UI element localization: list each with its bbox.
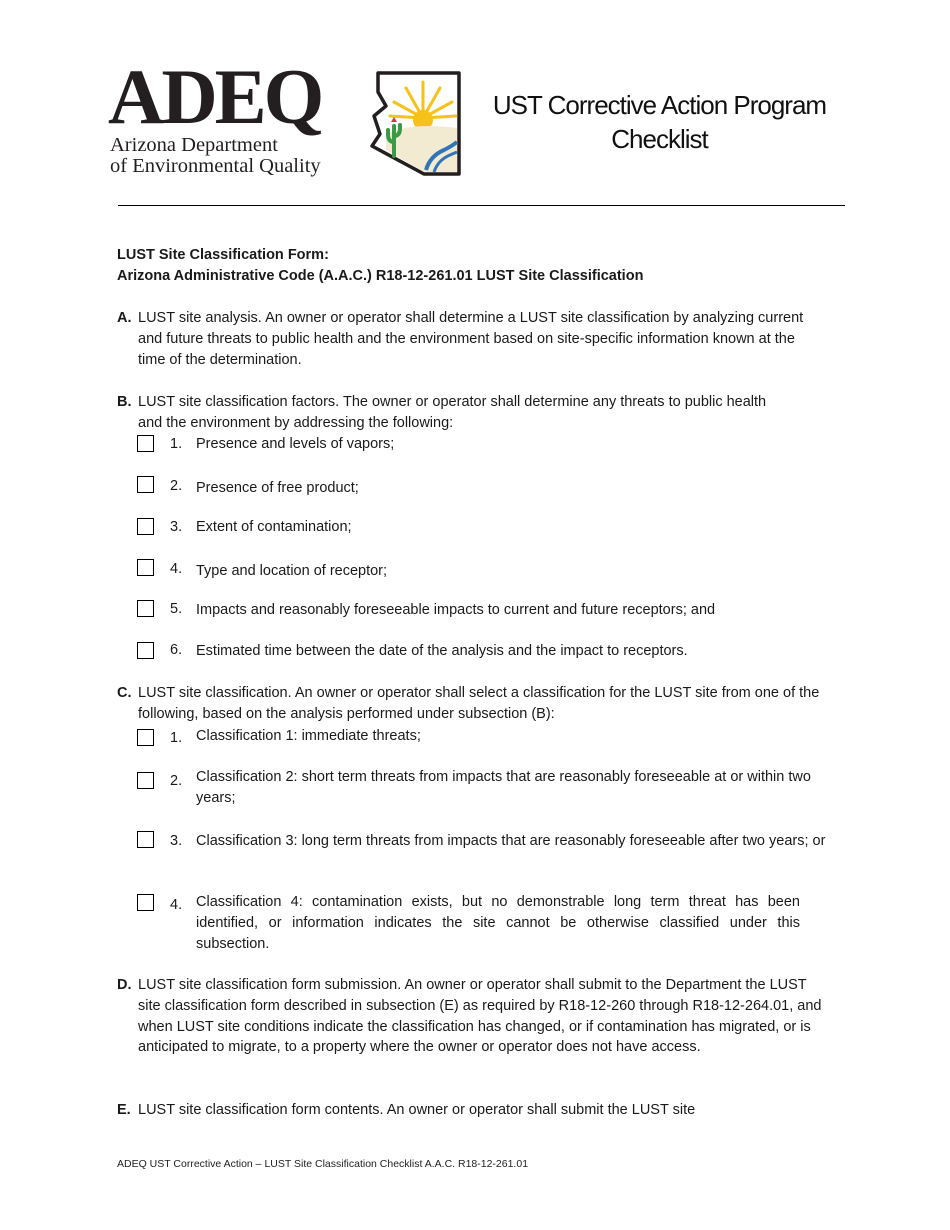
section-letter: A. <box>117 310 132 326</box>
checkbox[interactable] <box>137 600 154 617</box>
section-letter: E. <box>117 1102 131 1118</box>
item-text: Presence and levels of vapors; <box>196 436 395 452</box>
form-heading-line-2: Arizona Administrative Code (A.A.C.) R18-12-261.01 LUST Site Classification <box>117 268 644 284</box>
checkbox[interactable] <box>137 894 154 911</box>
item-number: 3. <box>170 519 183 535</box>
page-footer: ADEQ UST Corrective Action – LUST Site Classification Checklist A.A.C. R18-12-261.01 <box>117 1158 529 1170</box>
item-text: Classification 1: immediate threats; <box>196 728 421 744</box>
section-b <box>117 392 777 434</box>
section-letter: B. <box>117 394 132 410</box>
adeq-logo <box>108 53 463 180</box>
item-number: 6. <box>170 642 183 658</box>
logo-abbreviation: ADEQ <box>108 53 322 140</box>
form-heading-line-1: LUST Site Classification Form: <box>117 247 329 263</box>
item-text: Impacts and reasonably foreseeable impacts to current and future receptors; and <box>196 602 716 618</box>
item-number: 1. <box>170 436 183 452</box>
logo-line-2: of Environmental Quality <box>110 155 321 177</box>
section-letter: D. <box>117 977 132 993</box>
section-text: LUST site classification form contents. An owner or operator shall submit the LUST site <box>138 1102 696 1118</box>
item-text: Classification 4: contamination exists, but no demonstrable long term threat has been identified, or information indicates the site cannot be otherwise classified under this subsection. <box>196 894 800 952</box>
section-c <box>117 683 823 725</box>
checkbox[interactable] <box>137 642 154 659</box>
checkbox[interactable] <box>137 831 154 848</box>
section-a <box>117 308 819 370</box>
item-text: Classification 2: short term threats from impacts that are reasonably foreseeable at or within two years; <box>196 769 811 806</box>
item-text: Classification 3: long term threats from impacts that are reasonably foreseeable after two years; or <box>196 833 826 849</box>
item-number: 2. <box>170 773 183 789</box>
checkbox[interactable] <box>137 559 154 576</box>
document-title <box>462 88 857 156</box>
header-divider <box>118 205 845 206</box>
checkbox[interactable] <box>137 435 154 452</box>
item-number: 4. <box>170 897 183 913</box>
checkbox[interactable] <box>137 729 154 746</box>
section-text: LUST site classification form submission. An owner or operator shall submit to the Department the LUST site classification form described in subsection (E) as required by R18-12-260 through R18-12-264.01, and when LUST site conditions indicate the classification has changed, or if contamination has migrated, or is anticipated to migrate, to a property where the owner or operator does not have access. <box>138 977 822 1056</box>
item-number: 5. <box>170 601 183 617</box>
section-text: LUST site classification. An owner or operator shall select a classification for the LUST site from one of the following, based on the analysis performed under subsection (B): <box>138 685 820 722</box>
section-d <box>117 975 823 1058</box>
item-text: Extent of contamination; <box>196 519 352 535</box>
item-text: Estimated time between the date of the analysis and the impact to receptors. <box>196 643 688 659</box>
title-line-1: UST Corrective Action Program <box>492 90 827 120</box>
section-e <box>117 1100 823 1121</box>
item-number: 3. <box>170 833 183 849</box>
section-text: LUST site analysis. An owner or operator shall determine a LUST site classification by analyzing current and future threats to public health and the environment based on site-specific information known at the time of the determination. <box>138 310 804 368</box>
arizona-state-icon <box>366 70 462 176</box>
item-text: Type and location of receptor; <box>196 563 388 579</box>
section-text: LUST site classification factors. The owner or operator shall determine any threats to public health and the environment by addressing the following: <box>138 394 767 431</box>
title-line-2: Checklist <box>611 124 708 154</box>
checkbox[interactable] <box>137 518 154 535</box>
logo-line-1: Arizona Department <box>110 134 278 156</box>
section-letter: C. <box>117 685 132 701</box>
item-text: Presence of free product; <box>196 480 359 496</box>
item-number: 2. <box>170 478 183 494</box>
checkbox[interactable] <box>137 476 154 493</box>
item-number: 4. <box>170 561 183 577</box>
item-number: 1. <box>170 730 183 746</box>
checkbox[interactable] <box>137 772 154 789</box>
